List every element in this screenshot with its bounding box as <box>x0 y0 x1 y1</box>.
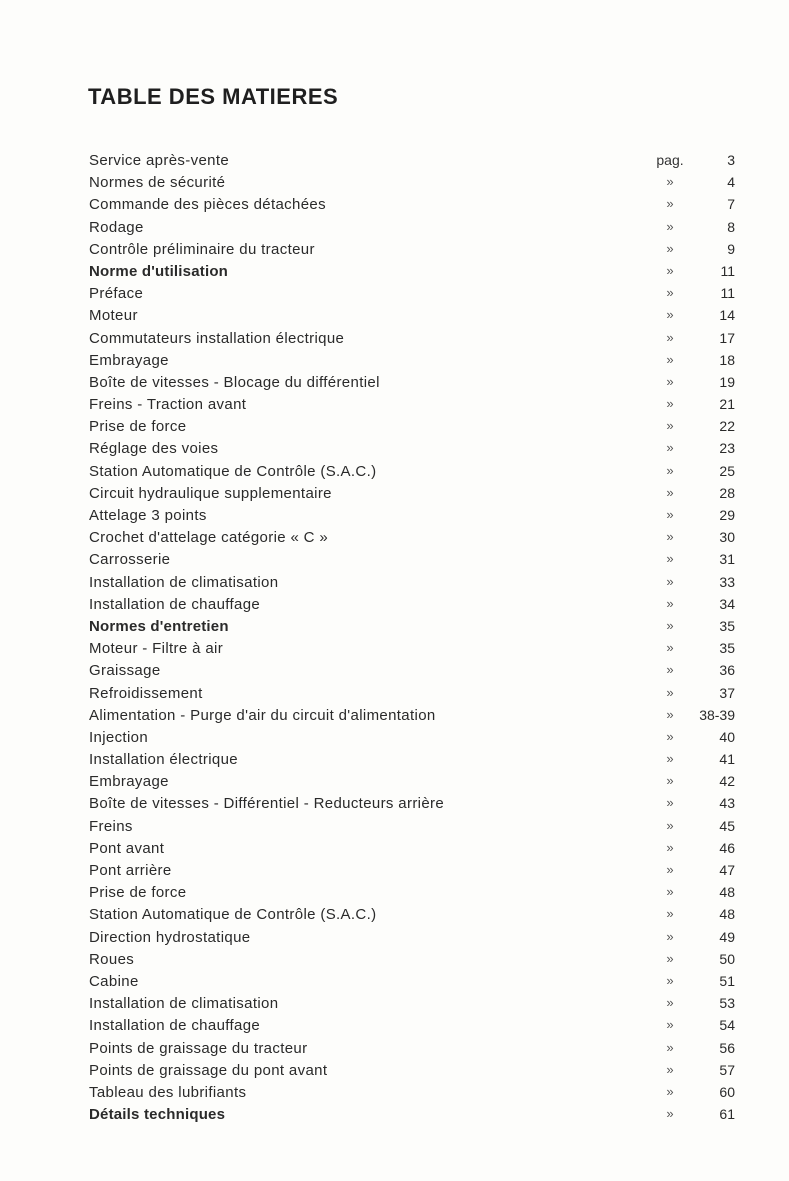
toc-entry-label: Attelage 3 points <box>89 507 207 524</box>
toc-entry-label: Alimentation - Purge d'air du circuit d'alimentation <box>89 706 436 724</box>
toc-entry-page-number: 37 <box>719 684 735 701</box>
toc-entry <box>0 594 789 616</box>
toc-entry-label: Roues <box>89 950 135 968</box>
toc-entry <box>0 416 789 438</box>
toc-entry <box>0 1060 789 1082</box>
toc-entry-separator: » <box>666 595 674 611</box>
toc-entry <box>0 1038 789 1060</box>
toc-entry <box>0 683 789 705</box>
toc-entry-page-number: 45 <box>719 817 735 834</box>
toc-entry-page-number: 28 <box>719 484 735 501</box>
toc-entry-page-number: 35 <box>719 617 735 634</box>
toc-entry-label: Injection <box>89 728 149 746</box>
toc-entry <box>0 660 789 682</box>
toc-entry-page-number: 14 <box>719 307 735 324</box>
toc-entry-page-number: 53 <box>719 995 735 1012</box>
toc-entry-separator: » <box>666 728 674 744</box>
toc-entry-label: Circuit hydraulique supplementaire <box>89 484 332 502</box>
toc-entry <box>0 239 789 261</box>
toc-entry-page-number: 4 <box>727 174 735 191</box>
toc-entry <box>0 572 789 594</box>
toc-entry-separator: » <box>666 839 674 855</box>
toc-entry-separator: » <box>666 662 674 678</box>
toc-entry-page-number: 18 <box>719 351 735 368</box>
toc-entry <box>0 1082 789 1104</box>
toc-entry-label: Station Automatique de Contrôle (S.A.C.) <box>89 906 377 924</box>
toc-entry-page-number: 23 <box>719 440 735 457</box>
toc-entry <box>0 172 789 194</box>
toc-entry-separator: » <box>666 928 674 944</box>
toc-entry <box>0 461 789 483</box>
toc-entry <box>0 194 789 216</box>
toc-entry-label: Installation de climatisation <box>89 573 279 591</box>
toc-entry-page-number: 7 <box>727 196 735 213</box>
toc-entry-separator: » <box>666 484 674 500</box>
toc-entry <box>0 949 789 971</box>
toc-entry-separator: » <box>666 396 674 412</box>
toc-entry-separator: » <box>666 462 674 478</box>
toc-entry <box>0 549 789 571</box>
toc-entry-page-number: 57 <box>719 1061 735 1078</box>
toc-entry-label: Préface <box>89 285 144 303</box>
toc-entry-label: Embrayage <box>89 773 169 791</box>
toc-entry-page-number: 48 <box>719 906 735 923</box>
toc-entry-page-number: 47 <box>719 862 735 878</box>
toc-entry-separator: » <box>666 640 674 656</box>
toc-entry <box>0 638 789 660</box>
toc-entry-page-number: 35 <box>719 640 735 657</box>
toc-entry-page-number: 33 <box>719 573 735 590</box>
toc-entry-label: Points de graissage du pont avant <box>89 1061 328 1079</box>
toc-entry <box>0 328 789 350</box>
toc-entry-label: Réglage des voies <box>89 440 219 458</box>
toc-entry-separator: » <box>666 174 674 190</box>
toc-entry-separator: » <box>666 529 674 545</box>
toc-entry-separator: » <box>666 751 674 767</box>
toc-entry-page-number: 9 <box>727 240 735 257</box>
toc-entry-separator: » <box>666 551 674 567</box>
toc-section-heading <box>0 261 789 283</box>
toc-entry-separator: » <box>666 262 674 278</box>
toc-entry-separator: » <box>666 950 674 966</box>
toc-entry <box>0 1015 789 1037</box>
toc-entry-label: Graissage <box>89 662 161 680</box>
toc-entry <box>0 816 789 838</box>
toc-entry <box>0 927 789 949</box>
toc-entry <box>0 505 789 527</box>
toc-entry-separator: » <box>666 972 674 988</box>
toc-entry-label: Service après-vente <box>89 152 230 169</box>
toc-entry-separator: » <box>666 307 674 323</box>
toc-entry-label: Boîte de vitesses - Différentiel - Reducteurs arrière <box>89 795 445 813</box>
toc-entry-separator: » <box>666 440 674 456</box>
toc-entry-page-number: 49 <box>719 928 735 945</box>
toc-entry-label: Direction hydrostatique <box>89 928 251 946</box>
toc-entry-separator: » <box>666 240 674 256</box>
table-of-contents <box>0 150 789 1126</box>
toc-entry <box>0 283 789 305</box>
toc-entry <box>0 483 789 505</box>
toc-entry-separator: » <box>666 196 674 212</box>
toc-entry-separator: » <box>666 1083 674 1099</box>
toc-entry-page-number: 40 <box>719 728 735 745</box>
toc-entry-label: Pont arrière <box>89 862 172 879</box>
toc-entry-separator: » <box>666 507 674 522</box>
toc-entry-page-number: 17 <box>719 329 735 346</box>
toc-entry-page-number: 21 <box>719 396 735 413</box>
toc-entry <box>0 771 789 793</box>
toc-entry <box>0 438 789 460</box>
toc-entry-label: Pont avant <box>89 839 165 857</box>
toc-entry-label: Carrosserie <box>89 551 171 569</box>
toc-entry <box>0 150 789 172</box>
toc-entry <box>0 971 789 993</box>
toc-entry-label: Norme d'utilisation <box>89 262 229 280</box>
toc-entry-page-number: 30 <box>719 529 735 546</box>
toc-entry-separator: » <box>666 617 674 633</box>
toc-entry-page-number: 60 <box>719 1083 735 1100</box>
toc-section-heading <box>0 1104 789 1126</box>
toc-entry-separator: » <box>666 1061 674 1077</box>
toc-entry-page-number: 36 <box>719 662 735 679</box>
toc-entry-page-number: 8 <box>727 218 735 235</box>
toc-entry <box>0 372 789 394</box>
toc-entry-label: Commande des pièces détachées <box>89 196 326 214</box>
toc-entry <box>0 527 789 549</box>
toc-entry-page-number: 11 <box>720 285 735 302</box>
toc-entry-label: Crochet d'attelage catégorie « C » <box>89 529 329 547</box>
toc-entry-label: Embrayage <box>89 351 169 369</box>
toc-entry <box>0 993 789 1015</box>
toc-entry-separator: » <box>666 351 674 367</box>
toc-entry-separator: » <box>666 373 674 389</box>
toc-entry-label: Installation électrique <box>89 751 238 769</box>
toc-entry-page-number: 54 <box>719 1017 735 1034</box>
toc-entry-separator: » <box>666 773 674 789</box>
toc-entry-page-number: 50 <box>719 950 735 967</box>
toc-entry-separator: » <box>666 884 674 900</box>
toc-entry-page-number: 22 <box>719 418 735 435</box>
toc-entry-separator: » <box>666 1106 674 1122</box>
toc-entry-separator: » <box>666 329 674 345</box>
toc-entry-label: Freins <box>89 817 133 835</box>
toc-entry-label: Prise de force <box>89 418 187 436</box>
toc-entry-page-number: 11 <box>720 262 735 279</box>
toc-entry-label: Station Automatique de Contrôle (S.A.C.) <box>89 462 377 480</box>
toc-entry-page-number: 3 <box>727 152 735 168</box>
toc-entry-label: Boîte de vitesses - Blocage du différentiel <box>89 373 380 391</box>
toc-entry-label: Cabine <box>89 972 139 990</box>
toc-entry-page-number: 48 <box>719 884 735 901</box>
toc-entry-page-number: 38-39 <box>699 706 735 723</box>
toc-entry-page-number: 46 <box>719 839 735 856</box>
toc-entry-separator: » <box>666 218 674 234</box>
toc-entry-label: Installation de climatisation <box>89 995 279 1013</box>
toc-entry-page-number: 19 <box>719 373 735 390</box>
toc-entry <box>0 860 789 882</box>
toc-entry-separator: » <box>666 817 674 833</box>
toc-entry-label: Détails techniques <box>89 1106 226 1124</box>
toc-entry <box>0 749 789 771</box>
toc-entry <box>0 705 789 727</box>
toc-entry <box>0 838 789 860</box>
toc-entry-label: Contrôle préliminaire du tracteur <box>89 240 315 258</box>
toc-entry-separator: » <box>666 706 674 722</box>
toc-entry-label: Rodage <box>89 218 144 236</box>
toc-entry-label: Points de graissage du tracteur <box>89 1039 308 1057</box>
toc-entry-page-number: 61 <box>719 1106 735 1123</box>
toc-entry <box>0 882 789 904</box>
toc-entry <box>0 350 789 372</box>
toc-entry-page-number: 41 <box>719 751 735 768</box>
toc-entry-label: Refroidissement <box>89 684 203 702</box>
toc-entry <box>0 305 789 327</box>
toc-entry-separator: » <box>666 1039 674 1055</box>
toc-entry-label: Freins - Traction avant <box>89 396 247 414</box>
toc-entry-separator: » <box>666 684 674 700</box>
toc-entry <box>0 217 789 239</box>
toc-entry-label: Normes d'entretien <box>89 617 229 635</box>
toc-entry-label: Installation de chauffage <box>89 595 261 613</box>
toc-entry-separator: » <box>666 906 674 922</box>
toc-entry-page-number: 43 <box>719 795 735 812</box>
toc-entry-page-number: 25 <box>719 462 735 479</box>
toc-entry-page-number: 29 <box>719 507 735 523</box>
toc-entry-label: Prise de force <box>89 884 187 902</box>
toc-entry <box>0 727 789 749</box>
toc-entry-label: Normes de sécurité <box>89 174 226 192</box>
toc-entry-separator: » <box>666 573 674 589</box>
toc-entry-label: Tableau des lubrifiants <box>89 1083 247 1101</box>
toc-entry-separator: » <box>666 1017 674 1033</box>
toc-entry-page-number: 34 <box>719 595 735 612</box>
toc-entry-page-number: 42 <box>719 773 735 790</box>
toc-entry-label: Moteur <box>89 307 138 325</box>
toc-entry-separator: » <box>666 285 674 301</box>
toc-entry-page-number: 51 <box>719 972 735 989</box>
toc-entry-separator: » <box>666 418 674 434</box>
toc-entry <box>0 904 789 926</box>
toc-entry-separator: pag. <box>656 152 684 168</box>
page-title: TABLE DES MATIERES <box>88 84 339 109</box>
toc-entry-separator: » <box>666 862 674 877</box>
toc-entry-label: Moteur - Filtre à air <box>89 640 224 658</box>
toc-entry <box>0 394 789 416</box>
toc-entry-separator: » <box>666 795 674 811</box>
toc-entry-page-number: 31 <box>719 551 735 568</box>
toc-entry-page-number: 56 <box>719 1039 735 1056</box>
toc-entry-label: Installation de chauffage <box>89 1017 261 1035</box>
toc-section-heading <box>0 616 789 638</box>
toc-entry-separator: » <box>666 995 674 1011</box>
toc-entry-label: Commutateurs installation électrique <box>89 329 345 347</box>
toc-entry <box>0 793 789 815</box>
